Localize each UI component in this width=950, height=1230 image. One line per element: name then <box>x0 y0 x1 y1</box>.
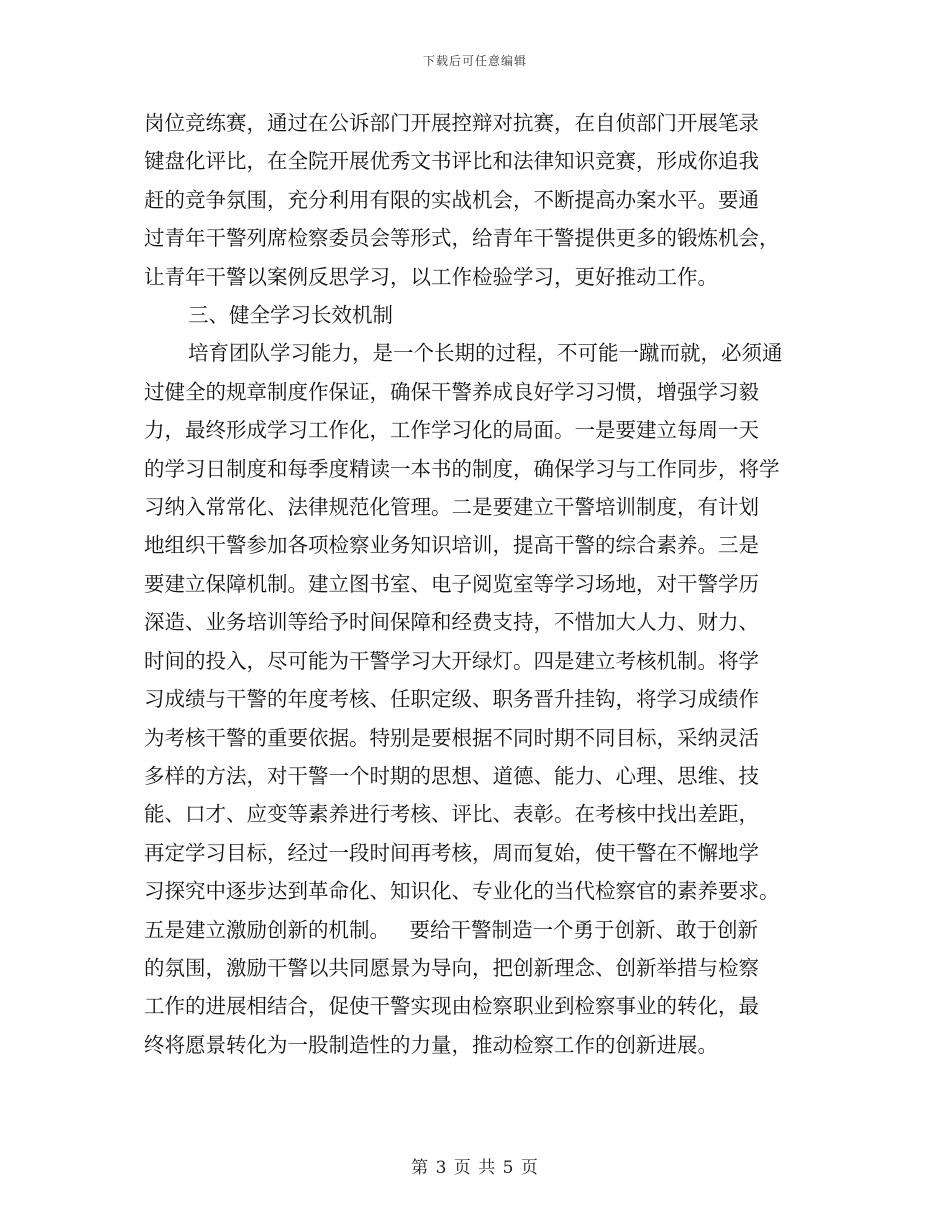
body-line: 习探究中逐步达到革命化、知识化、专业化的当代检察官的素养要求。 <box>144 879 780 904</box>
body-line: 过青年干警列席检察委员会等形式，给青年干警提供更多的锻炼机会， <box>144 226 780 251</box>
body-line: 岗位竞练赛，通过在公诉部门开展控辩对抗赛，在自侦部门开展笔录 <box>144 111 759 135</box>
body-line: 工作的进展相结合，促使干警实现由检察职业到检察事业的转化，最 <box>144 994 759 1019</box>
body-line: 要建立保障机制。建立图书室、电子阅览室等学习场地，对干警学历 <box>144 571 759 596</box>
body-line: 过健全的规章制度作保证，确保干警养成良好学习习惯，增强学习毅 <box>144 379 759 404</box>
body-line: 让青年干警以案例反思学习，以工作检验学习，更好推动工作。 <box>144 264 718 289</box>
body-line: 的学习日制度和每季度精读一本书的制度，确保学习与工作同步，将学 <box>144 456 780 481</box>
paragraph-start-line: 培育团队学习能力，是一个长期的过程，不可能一蹴而就，必须通 <box>188 341 783 366</box>
body-line: 再定学习目标，经过一段时间再考核，周而复始，使干警在不懈地学 <box>144 840 759 865</box>
body-line: 终将愿景转化为一股制造性的力量，推动检察工作的创新进展。 <box>144 1032 718 1057</box>
body-line: 习成绩与干警的年度考核、任职定级、职务晋升挂钩，将学习成绩作 <box>144 687 759 712</box>
body-line: 赶的竞争氛围，充分利用有限的实战机会，不断提高办案水平。要通 <box>144 187 759 212</box>
body-line: 深造、业务培训等给予时间保障和经费支持，不惜加大人力、财力、 <box>144 610 759 635</box>
body-line: 多样的方法，对干警一个时期的思想、道德、能力、心理、思维、技 <box>144 763 759 788</box>
body-line: 习纳入常常化、法律规范化管理。二是要建立干警培训制度，有计划 <box>144 495 759 520</box>
body-line: 能、口才、应变等素养进行考核、评比、表彰。在考核中找出差距， <box>144 802 759 827</box>
page-number: 第 3 页 共 5 页 <box>411 1158 539 1178</box>
body-line: 的氛围，激励干警以共同愿景为导向，把创新理念、创新举措与检察 <box>144 955 759 980</box>
document-body <box>144 104 799 1064</box>
body-line: 时间的投入，尽可能为干警学习大开绿灯。四是建立考核机制。将学 <box>144 648 759 673</box>
body-line: 地组织干警参加各项检察业务知识培训，提高干警的综合素养。三是 <box>144 533 759 558</box>
page-header: 下载后可任意编辑 <box>422 54 527 68</box>
body-line: 键盘化评比，在全院开展优秀文书评比和法律知识竞赛，形成你追我 <box>144 149 759 174</box>
body-line: 力，最终形成学习工作化，工作学习化的局面。一是要建立每周一天 <box>144 418 759 443</box>
body-line: 五是建立激励创新的机制。 要给干警制造一个勇于创新、敢于创新 <box>144 917 759 942</box>
section-heading: 三、健全学习长效机制 <box>188 303 393 328</box>
body-line: 为考核干警的重要依据。特别是要根据不同时期不同目标，采纳灵活 <box>144 725 759 750</box>
